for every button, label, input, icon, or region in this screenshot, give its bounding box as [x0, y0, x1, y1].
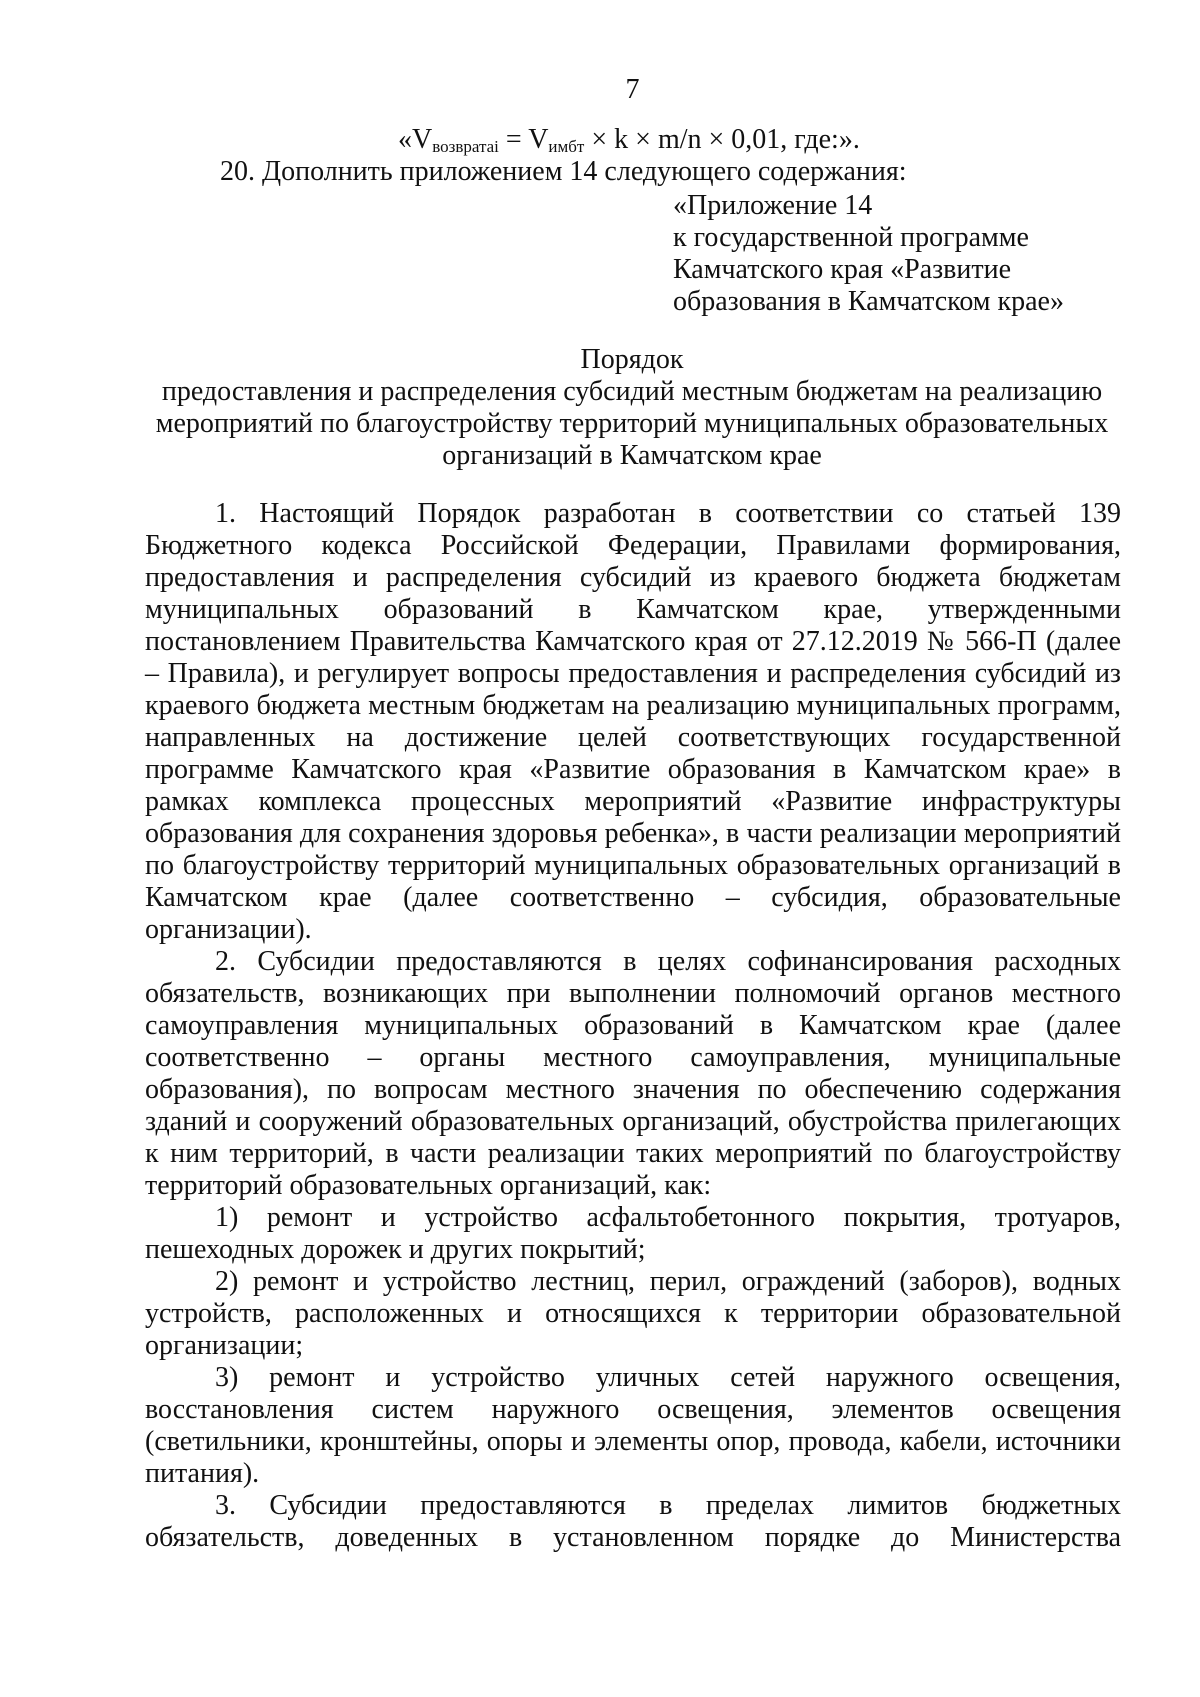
- formula-open: «V: [398, 124, 433, 155]
- formula-subscript-return: возвратаi: [432, 137, 499, 156]
- heading-line: предоставления и распределения субсидий местным бюджетам на реализацию: [161, 376, 1103, 407]
- formula-subscript-imbt: имбт: [548, 137, 585, 156]
- paragraph-2: 2. Субсидии предоставляются в целях софинансирования расходных обязательств, возникающих при выполнении полномочий органов местного самоуправления муниципальных образований в Камчатском крае (далее соответственно – органы местного самоуправления, муниципальные образования), по вопросам местного значения по обеспечению содержания зданий и сооружений образовательных организаций, обустройства прилегающих к ним территорий, в части реализации таких мероприятий по благоустройству территорий образовательных организаций, как:: [145, 946, 1121, 1201]
- document-body: [145, 498, 1121, 1554]
- appendix-header-line: образования в Камчатском крае»: [673, 286, 1064, 317]
- list-item-3: 3) ремонт и устройство уличных сетей наружного освещения, восстановления систем наружного освещения, элементов освещения (светильники, кронштейны, опоры и элементы опор, провода, кабели, источники питания).: [145, 1362, 1121, 1489]
- paragraph-1: 1. Настоящий Порядок разработан в соответствии со статьей 139 Бюджетного кодекса Российской Федерации, Правилами формирования, предоставления и распределения субсидий из краевого бюджета бюджетам муниципальных образований в Камчатском крае, утвержденными постановлением Правительства Камчатского края от 27.12.2019 № 566-П (далее – Правила), и регулирует вопросы предоставления и распределения субсидий из краевого бюджета местным бюджетам на реализацию муниципальных программ, направленных на достижение целей соответствующих государственной программе Камчатского края «Развитие образования в Камчатском крае» в рамках комплекса процессных мероприятий «Развитие инфраструктуры образования для сохранения здоровья ребенка», в части реализации мероприятий по благоустройству территорий муниципальных образовательных организаций в Камчатском крае (далее соответственно – субсидия, образовательные организации).: [145, 498, 1121, 945]
- amendment-line: 20. Дополнить приложением 14 следующего содержания:: [220, 156, 907, 187]
- appendix-header-line: «Приложение 14: [673, 190, 873, 221]
- formula-rest: × k × m/n × 0,01, где:».: [584, 124, 860, 155]
- list-item-1: 1) ремонт и устройство асфальтобетонного покрытия, тротуаров, пешеходных дорожек и других покрытий;: [145, 1202, 1121, 1265]
- page-number: 7: [625, 74, 640, 105]
- appendix-header-line: Камчатского края «Развитие: [673, 254, 1012, 285]
- heading-title: Порядок: [580, 344, 684, 375]
- document-heading: [142, 344, 1122, 472]
- paragraph-3: 3. Субсидии предоставляются в пределах лимитов бюджетных обязательств, доведенных в установленном порядке до Министерства: [145, 1490, 1121, 1553]
- formula-equals: = V: [498, 124, 549, 155]
- formula: [398, 124, 860, 156]
- heading-line: мероприятий по благоустройству территорий муниципальных образовательных: [155, 408, 1109, 439]
- heading-line: организаций в Камчатском крае: [442, 440, 822, 471]
- appendix-header: [673, 190, 1064, 318]
- appendix-header-line: к государственной программе: [673, 222, 1029, 253]
- list-item-2: 2) ремонт и устройство лестниц, перил, ограждений (заборов), водных устройств, расположенных и относящихся к территории образовательной организации;: [145, 1266, 1121, 1361]
